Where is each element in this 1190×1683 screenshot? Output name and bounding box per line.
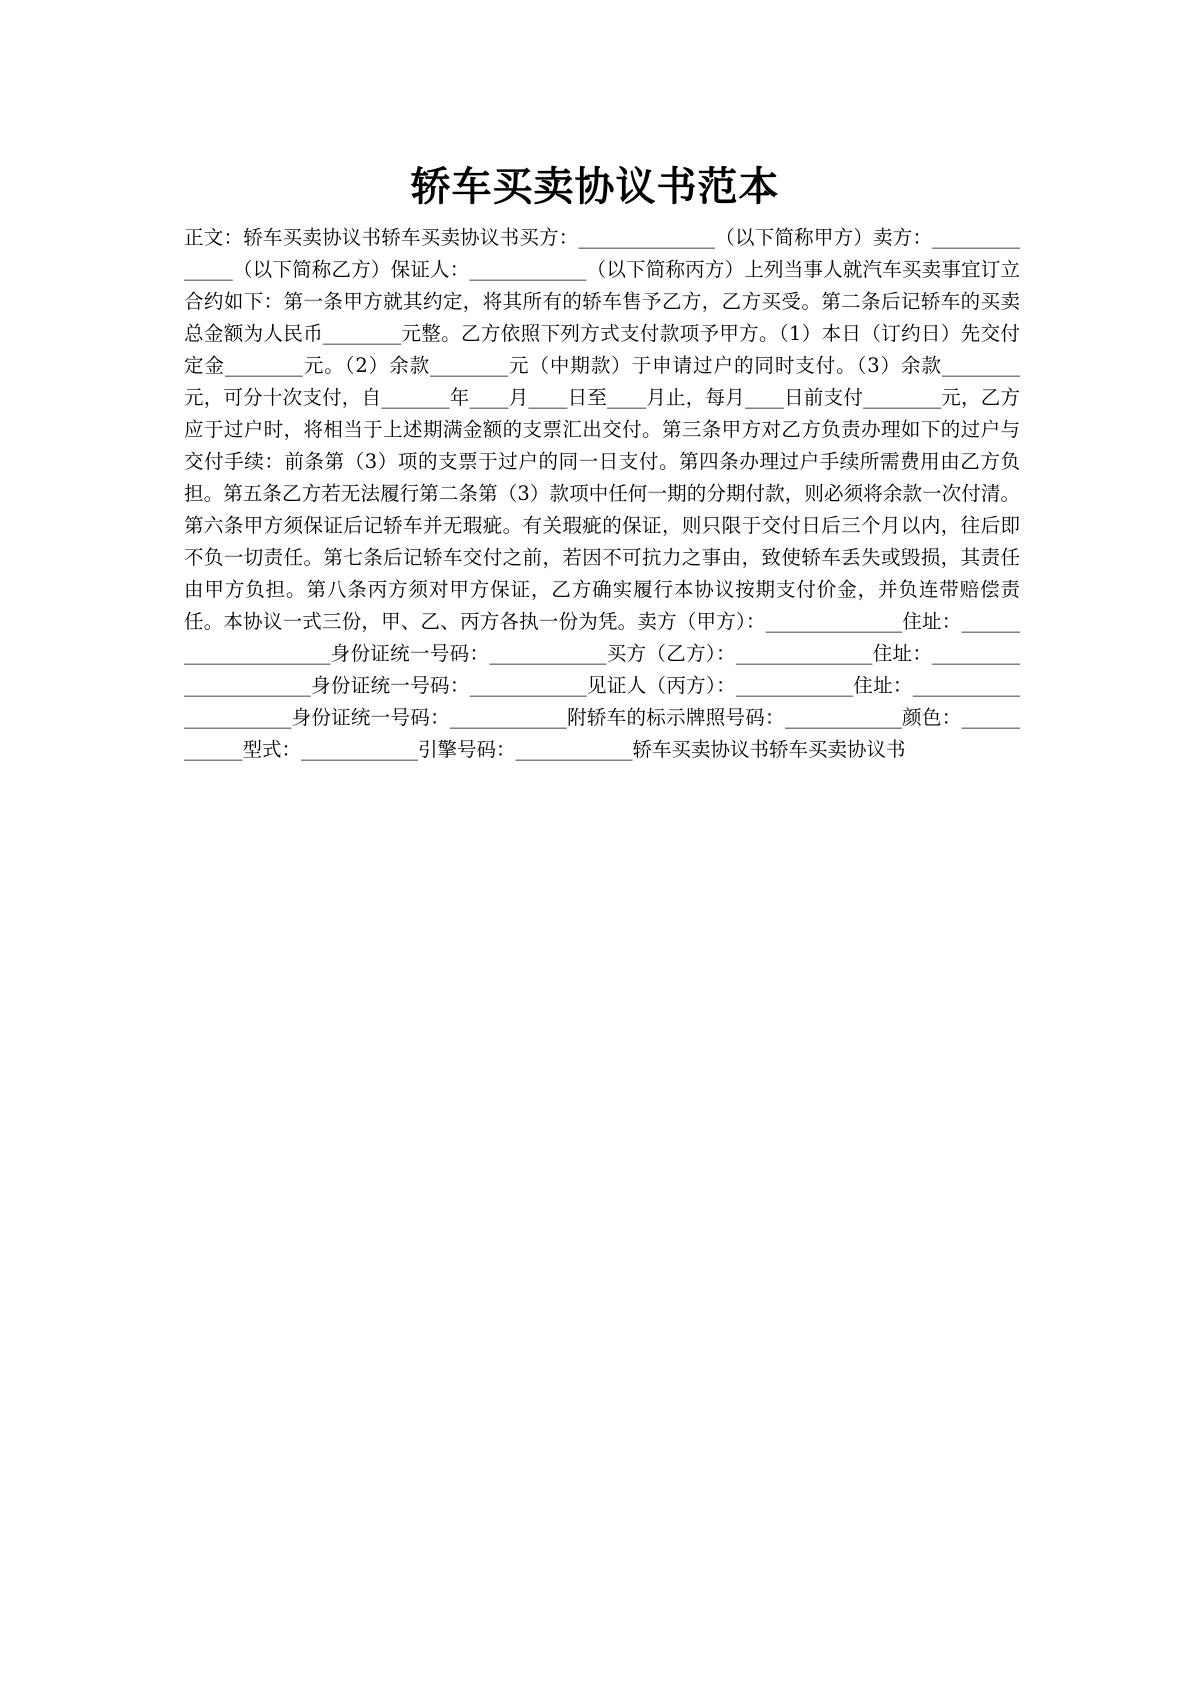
document-body: 正文：轿车买卖协议书轿车买卖协议书买方：______________（以下简称甲方）卖方：______________（以下简称乙方）保证人：____________（以下简称丙方）上列当事人就汽车买卖事宜订立合约如下：第一条甲方就其约定，将其所有的轿车售予乙方，乙方买受。第二条后记轿车的买卖总金额为人民币________元整。乙方依照下列方式支付款项予甲方。（1）本日（订约日）先交付定金________元。（2）余款________元（中期款）于申请过户的同时支付。（3）余款________元，可分十次支付，自_______年____月____日至____月止，每月____日前支付________元，乙方应于过户时，将相当于上述期满金额的支票汇出交付。第三条甲方对乙方负责办理如下的过户与交付手续：前条第（3）项的支票于过户的同一日支付。第四条办理过户手续所需费用由乙方负担。第五条乙方若无法履行第二条第（3）款项中任何一期的分期付款，则必须将余款一次付清。第六条甲方须保证后记轿车并无瑕疵。有关瑕疵的保证，则只限于交付日后三个月以内，往后即不负一切责任。第七条后记轿车交付之前，若因不可抗力之事由，致使轿车丢失或毁损，其责任由甲方负担。第八条丙方须对甲方保证，乙方确实履行本协议按期支付价金，并负连带赔偿责任。本协议一式三份，甲、乙、丙方各执一份为凭。卖方（甲方）：______________住址：_____________________身份证统一号码：____________买方（乙方）：______________住址：______________________身份证统一号码：____________见证人（丙方）：____________住址：______________________身份证统一号码：____________附轿车的标示牌照号码：____________颜色：____________型式：____________引擎号码：____________轿车买卖协议书轿车买卖协议书 — [184, 226, 1020, 761]
document-title: 轿车买卖协议书范本 — [410, 163, 780, 210]
